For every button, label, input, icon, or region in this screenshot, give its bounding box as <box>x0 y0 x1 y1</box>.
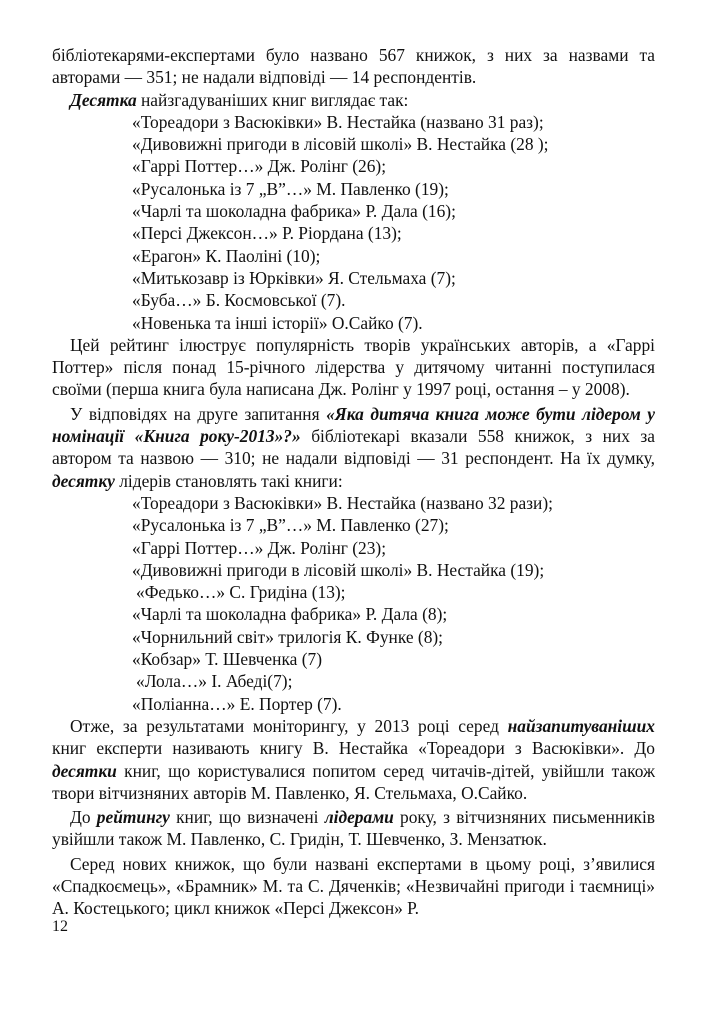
paragraph-text: бібліотекарями-експертами було названо 567 книжок, з них за назвами та авторами — 351; не надали відповіді — 14 респондентів. <box>52 45 655 88</box>
list-item: «Тореадори з Васюківки» В. Нестайка (названо 32 рази); <box>132 492 553 513</box>
list-item: «Гаррі Поттер…» Дж. Ролінг (23); <box>132 537 387 558</box>
list-item: «Митькозавр із Юрківки» Я. Стельмаха (7); <box>132 267 456 288</box>
top-ten-list-2 <box>52 492 655 715</box>
emphasis-text: «Яка дитяча книга може бути лідером у номінації «Книга року-2013»?» <box>52 403 655 447</box>
paragraph-second-question <box>52 403 655 492</box>
emphasis-text: десятку <box>52 470 115 491</box>
list-item: «Дивовижні пригоди в лісовій школі» В. Нестайка (19); <box>132 559 545 580</box>
paragraph-text: книг, що визначені <box>169 807 325 828</box>
list-item: «Кобзар» Т. Шевченка (7) <box>132 649 322 670</box>
list-item: «Лола…» І. Абеді(7); <box>136 671 293 692</box>
emphasis-text: найзапитуваніших <box>507 715 655 736</box>
paragraph-summary <box>52 715 655 804</box>
list-item: «Ерагон» К. Паоліні (10); <box>132 245 321 266</box>
paragraph-text: бібліотекарі вказали 558 книжок, з них за автором та назвою — 310; не надали відповіді — 31 респондент. На їх думку, <box>52 426 656 469</box>
list-item: «Федько…» С. Гридіна (13); <box>136 582 346 603</box>
list-item: «Гаррі Поттер…» Дж. Ролінг (26); <box>132 156 387 177</box>
paragraph-text: року, з вітчизняних письменників увійшли також М. Павленко, С. Гридін, Т. Шевченко, З. Мензатюк. <box>52 807 655 850</box>
emphasis-text: Десятка <box>70 89 137 110</box>
document-page <box>52 44 655 920</box>
list-item: «Буба…» Б. Космовської (7). <box>132 290 346 311</box>
paragraph-text: Серед нових книжок, що були названі експертами в цьому році, з’явилися «Спадкоємець», «Брамник» М. та С. Дяченків; «Незвичайні пригоди і таємниці» А. Костецького; цикл книжок «Персі Джексон» Р. <box>52 853 655 919</box>
page-number: 12 <box>52 918 68 935</box>
emphasis-text: рейтингу <box>96 807 170 828</box>
list-item: «Чорнильний світ» трилогія К. Функе (8); <box>132 626 444 647</box>
paragraph-text: Цей рейтинг ілюструє популярність творів українських авторів, а «Гаррі Поттер» після понад 15-річного лідерства у дитячому читанні поступилася своїми (перша книга була написана Дж. Ролінг у 1997 році, остання – у 2008). <box>52 334 655 400</box>
paragraph-text: лідерів становлять такі книги: <box>114 470 343 491</box>
top-ten-list-1 <box>52 111 655 334</box>
list-item: «Новенька та інші історії» О.Сайко (7). <box>132 312 423 333</box>
paragraph-new-books <box>52 853 655 920</box>
list-item: «Чарлі та шоколадна фабрика» Р. Дала (8); <box>132 604 448 625</box>
paragraph-rating-leaders <box>52 806 655 851</box>
paragraph-text: До <box>70 807 97 828</box>
paragraph-top-ten-intro <box>52 89 655 111</box>
list-item: «Чарлі та шоколадна фабрика» Р. Дала (16); <box>132 201 456 222</box>
list-item: «Русалонька із 7 „В”…» М. Павленко (19); <box>132 178 449 199</box>
list-item: «Тореадори з Васюківки» В. Нестайка (названо 31 раз); <box>132 111 544 132</box>
paragraph-text: книг, що користувалися попитом серед читачів-дітей, увійшли також твори вітчизняних авторів М. Павленко, Я. Стельмаха, О.Сайко. <box>52 760 655 803</box>
paragraph-continuation <box>52 44 655 89</box>
emphasis-text: лідерами <box>324 807 394 828</box>
paragraph-text: найзгадуваніших книг виглядає так: <box>136 89 409 110</box>
paragraph-text: книг експерти називають книгу В. Нестайка «Тореадори з Васюківки». До <box>52 738 655 759</box>
list-item: «Дивовижні пригоди в лісовій школі» В. Нестайка (28 ); <box>132 134 549 155</box>
list-item: «Персі Джексон…» Р. Ріордана (13); <box>132 223 402 244</box>
paragraph-text: У відповідях на друге запитання <box>70 403 327 424</box>
paragraph-text: Отже, за результатами моніторингу, у 2013 році серед <box>70 715 508 736</box>
paragraph-rating-comment <box>52 334 655 401</box>
list-item: «Поліанна…» Е. Портер (7). <box>132 693 342 714</box>
emphasis-text: десятки <box>52 760 117 781</box>
list-item: «Русалонька із 7 „В”…» М. Павленко (27); <box>132 515 449 536</box>
